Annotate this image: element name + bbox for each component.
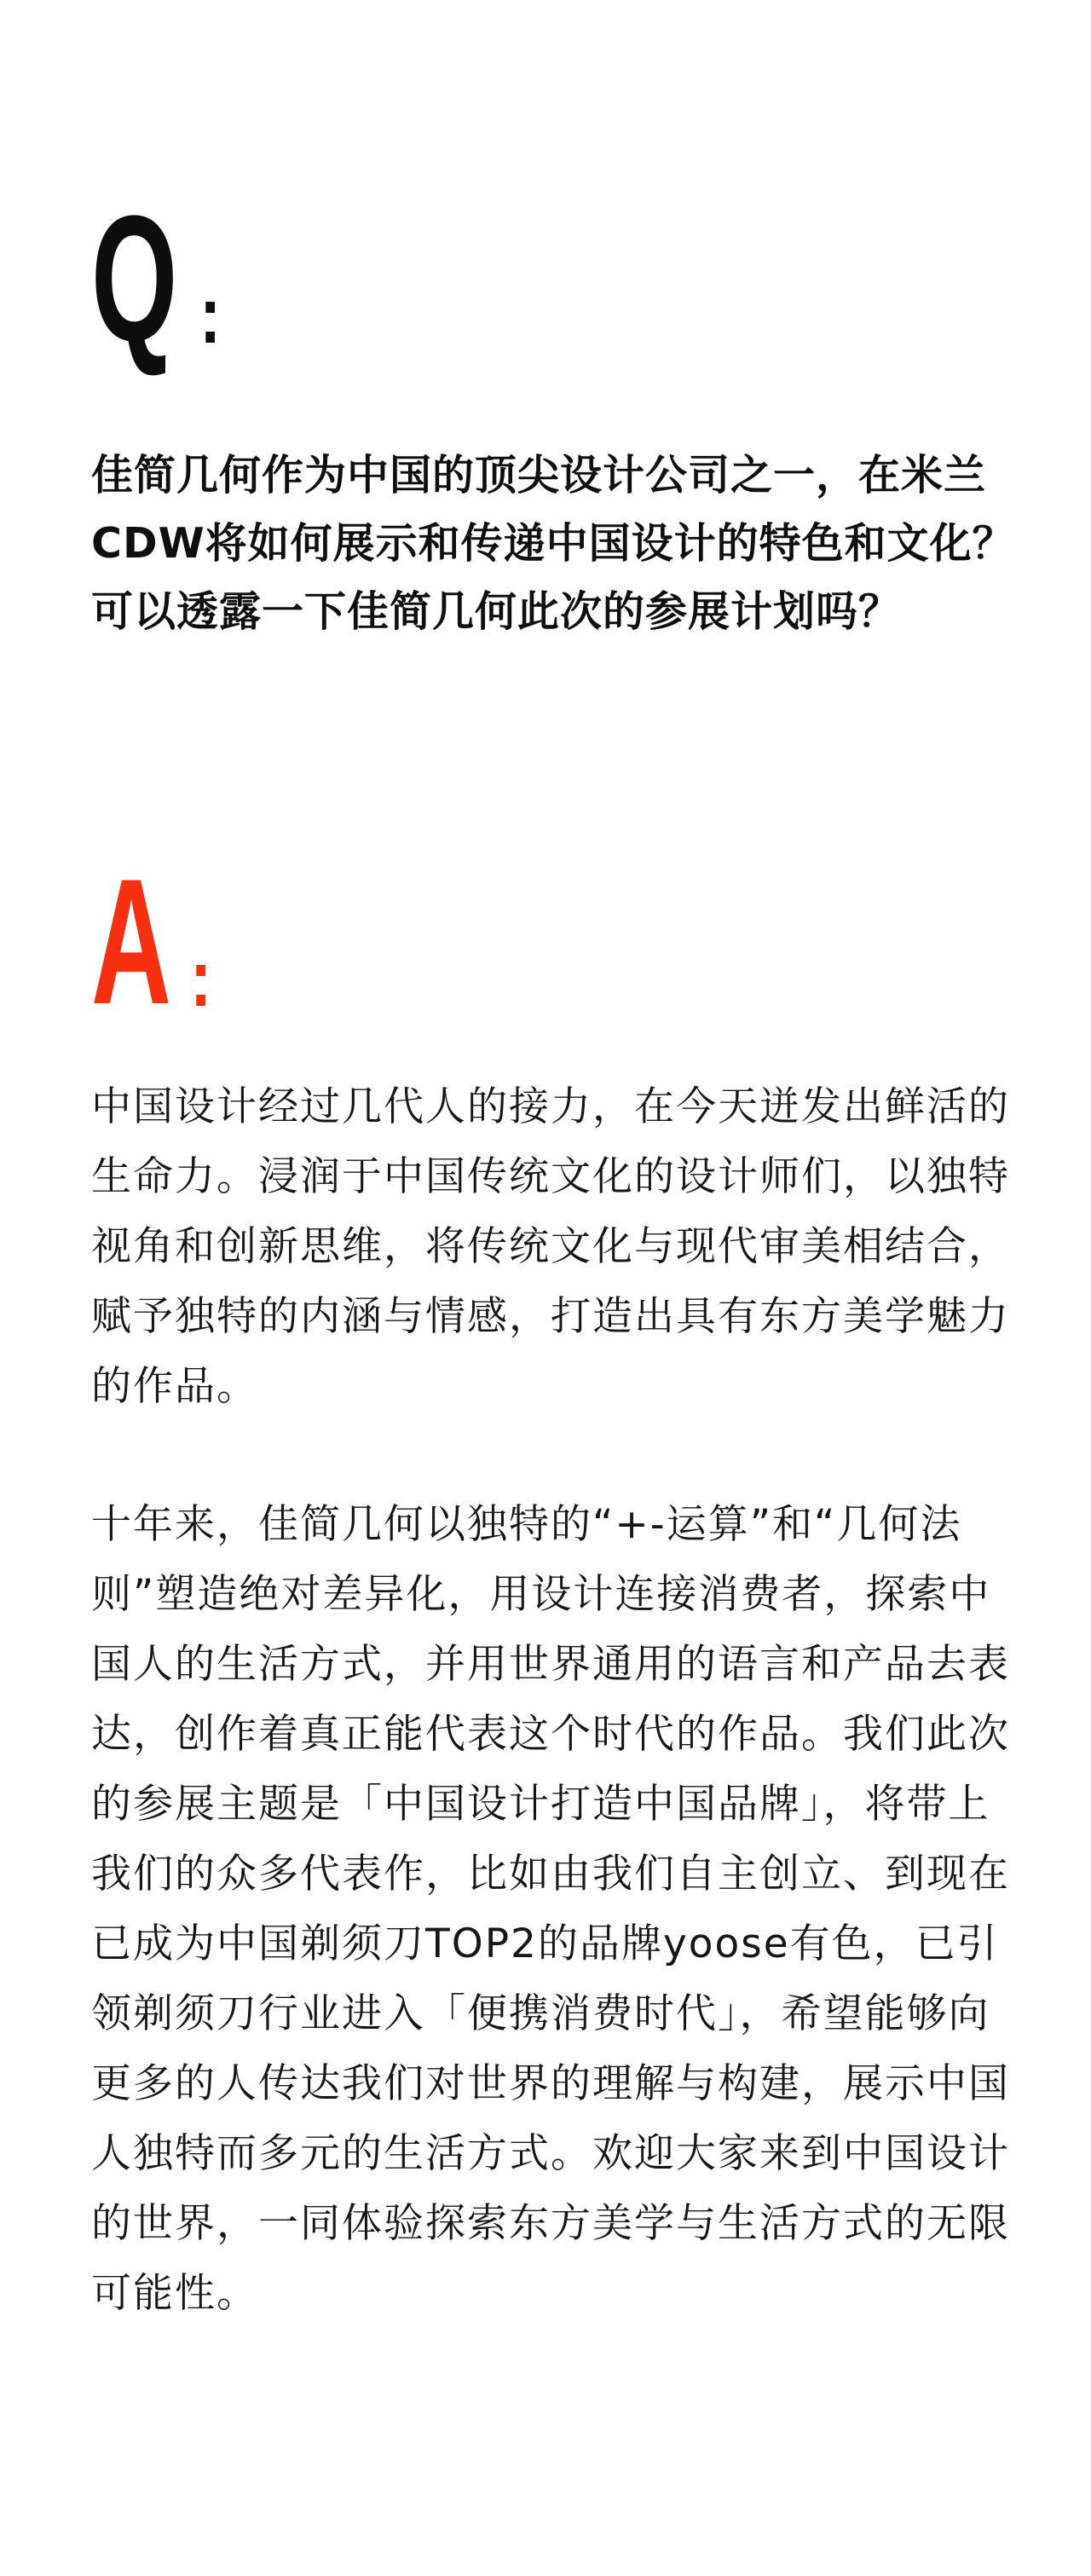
question-text: 佳简几何作为中国的顶尖设计公司之一，在米兰CDW将如何展示和传递中国设计的特色和文化？可以透露一下佳简几何此次的参展计划吗？ [91,451,1015,636]
answer-marker [91,841,216,1042]
question-marker-letter: Q [91,178,176,378]
answer-marker-letter: A [91,841,170,1042]
answer-paragraph-1: 中国设计经过几代人的接力，在今天迸发出鲜活的生命力。浸润于中国传统文化的设计师们，以独特视角和创新思维，将传统文化与现代审美相结合，赋予独特的内涵与情感，打造出具有东方美学魅力的作品。 [91,1083,1010,1410]
answer-marker-colon: : [189,933,211,1024]
question-marker [91,178,227,378]
question-marker-colon: : [199,270,222,361]
answer-paragraph-2: 十年来，佳简几何以独特的“+-运算”和“几何法则”塑造绝对差异化，用设计连接消费者，探索中国人的生活方式，并用世界通用的语言和产品去表达，创作着真正能代表这个时代的作品。我们此次的参展主题是「中国设计打造中国品牌」，将带上我们的众多代表作，比如由我们自主创立、到现在已成为中国剃须刀TOP2的品牌yoose有色，已引领剃须刀行业进入「便携消费时代」，希望能够向更多的人传达我们对世界的理解与构建，展示中国人独特而多元的生活方式。欢迎大家来到中国设计的世界，一同体验探索东方美学与生活方式的无限可能性。 [91,1501,1010,2317]
